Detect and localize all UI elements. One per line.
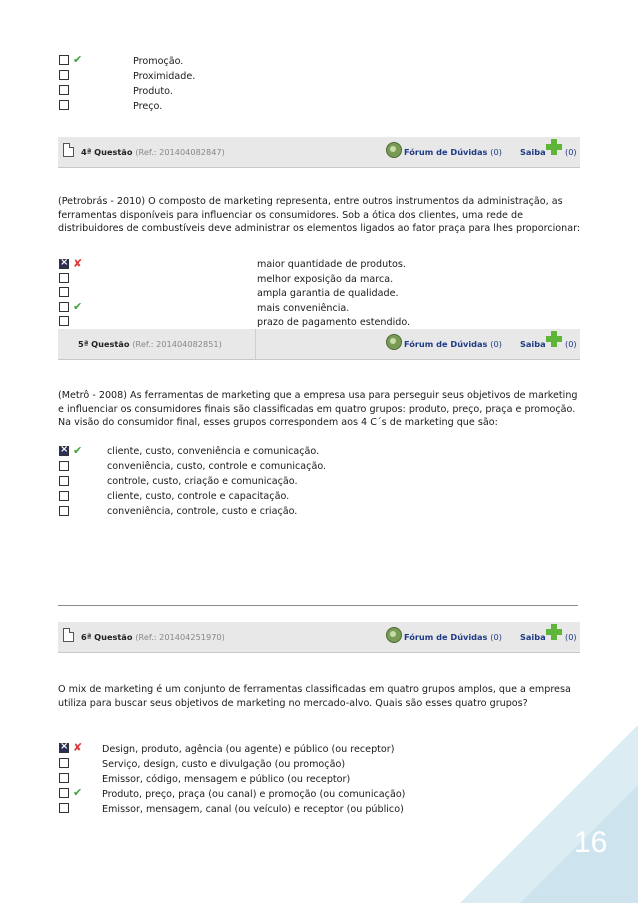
header-divider [255, 329, 256, 359]
q5-option-4-label: cliente, custo, controle e capacitação. [107, 491, 290, 502]
q3-option-4-checkbox[interactable] [59, 100, 69, 110]
q3-option-2-checkbox[interactable] [59, 70, 69, 80]
correct-check-icon: ✔ [73, 786, 83, 799]
q6-option-4-checkbox[interactable] [59, 788, 69, 798]
correct-check-icon: ✔ [73, 444, 83, 457]
q5-option-5-label: conveniência, controle, custo e criação. [107, 506, 298, 517]
forum-icon[interactable] [386, 627, 402, 643]
q4-option-2-checkbox[interactable] [59, 273, 69, 283]
q4-option-1-checkbox[interactable] [59, 259, 69, 269]
q6-option-5-label: Emissor, mensagem, canal (ou veículo) e receptor (ou público) [102, 804, 404, 815]
q5-option-1-label: cliente, custo, conveniência e comunicação. [107, 446, 320, 457]
q5-option-3-checkbox[interactable] [59, 476, 69, 486]
q5-option-1-checkbox[interactable] [59, 446, 69, 456]
saiba-count: (0) [565, 339, 577, 349]
question-4-ref: (Ref.: 201404082847) [135, 147, 225, 157]
saiba-count: (0) [565, 632, 577, 642]
q4-option-3-checkbox[interactable] [59, 287, 69, 297]
saiba-link[interactable]: Saiba [520, 632, 546, 642]
q6-option-2-label: Serviço, design, custo e divulgação (ou promoção) [102, 759, 346, 770]
forum-icon[interactable] [386, 142, 402, 158]
question-5-header [58, 329, 580, 360]
question-5-ref: (Ref.: 201404082851) [132, 339, 222, 349]
q6-option-3-label: Emissor, código, mensagem e público (ou receptor) [102, 774, 351, 785]
q6-option-1-label: Design, produto, agência (ou agente) e público (ou receptor) [102, 744, 395, 755]
forum-link[interactable]: Fórum de Dúvidas (0) [404, 147, 502, 157]
q3-option-1-checkbox[interactable] [59, 55, 69, 65]
question-6-text: O mix de marketing é um conjunto de ferramentas classificadas em quatro grupos amplos, que a empresa utiliza para buscar seus objetivos de marketing no mercado-alvo. Quais são esses quatro grupos? [58, 684, 571, 709]
q5-option-3-label: controle, custo, criação e comunicação. [107, 476, 298, 487]
q4-option-5-label: prazo de pagamento estendido. [257, 317, 411, 328]
q3-option-4-label: Preço. [133, 101, 163, 112]
q5-option-5-checkbox[interactable] [59, 506, 69, 516]
saiba-count: (0) [565, 147, 577, 157]
saiba-link[interactable]: Saiba [520, 339, 546, 349]
q3-option-3-checkbox[interactable] [59, 85, 69, 95]
q6-option-5-checkbox[interactable] [59, 803, 69, 813]
forum-link[interactable]: Fórum de Dúvidas (0) [404, 339, 502, 349]
q6-option-1-checkbox[interactable] [59, 743, 69, 753]
page-number: 16 [574, 826, 608, 859]
forum-link[interactable]: Fórum de Dúvidas (0) [404, 632, 502, 642]
document-icon [63, 143, 74, 157]
question-5-text: (Metrô - 2008) As ferramentas de marketing que a empresa usa para perseguir seus objetivos de marketing e influenciar os consumidores finais são classificadas em quatro grupos: produto, preço, praça e promoção. Na visão do consumidor final, esses grupos correspondem aos 4 C´s de marketing que são: [58, 390, 578, 429]
q4-option-4-checkbox[interactable] [59, 302, 69, 312]
q3-option-2-label: Proximidade. [133, 71, 196, 82]
q3-option-3-label: Produto. [133, 86, 173, 97]
plus-icon[interactable] [546, 331, 562, 347]
q6-option-2-checkbox[interactable] [59, 758, 69, 768]
q5-option-4-checkbox[interactable] [59, 491, 69, 501]
saiba-link[interactable]: Saiba [520, 147, 546, 157]
q6-option-3-checkbox[interactable] [59, 773, 69, 783]
question-4-title: 4ª Questão (Ref.: 201404082847) [81, 147, 225, 157]
question-4-text: (Petrobrás - 2010) O composto de marketing representa, entre outros instrumentos da administração, as ferramentas disponíveis para influenciar os consumidores. Sob a ótica dos clientes, uma rede de distribuidores de combustíveis deve administrar os elementos ligados ao fator praça para lhes proporcionar: [58, 196, 581, 235]
wrong-x-icon: ✘ [73, 741, 83, 754]
question-6-ref: (Ref.: 201404251970) [135, 632, 225, 642]
q4-option-1-label: maior quantidade de produtos. [257, 259, 406, 270]
q4-option-3-label: ampla garantia de qualidade. [257, 288, 399, 299]
q3-option-1-label: Promoção. [133, 56, 184, 67]
wrong-x-icon: ✘ [73, 257, 83, 270]
section-divider [58, 605, 578, 606]
q4-option-4-label: mais conveniência. [257, 303, 350, 314]
correct-check-icon: ✔ [73, 53, 83, 66]
q6-option-4-label: Produto, preço, praça (ou canal) e promoção (ou comunicação) [102, 789, 406, 800]
forum-icon[interactable] [386, 334, 402, 350]
document-icon [63, 628, 74, 642]
q4-option-5-checkbox[interactable] [59, 316, 69, 326]
q5-option-2-checkbox[interactable] [59, 461, 69, 471]
plus-icon[interactable] [546, 624, 562, 640]
plus-icon[interactable] [546, 139, 562, 155]
correct-check-icon: ✔ [73, 300, 83, 313]
question-4-header [58, 137, 580, 168]
q5-option-2-label: conveniência, custo, controle e comunicação. [107, 461, 327, 472]
q4-option-2-label: melhor exposição da marca. [257, 274, 394, 285]
question-6-title: 6ª Questão (Ref.: 201404251970) [81, 632, 225, 642]
question-6-header [58, 622, 580, 653]
question-5-title: 5ª Questão (Ref.: 201404082851) [78, 339, 222, 349]
